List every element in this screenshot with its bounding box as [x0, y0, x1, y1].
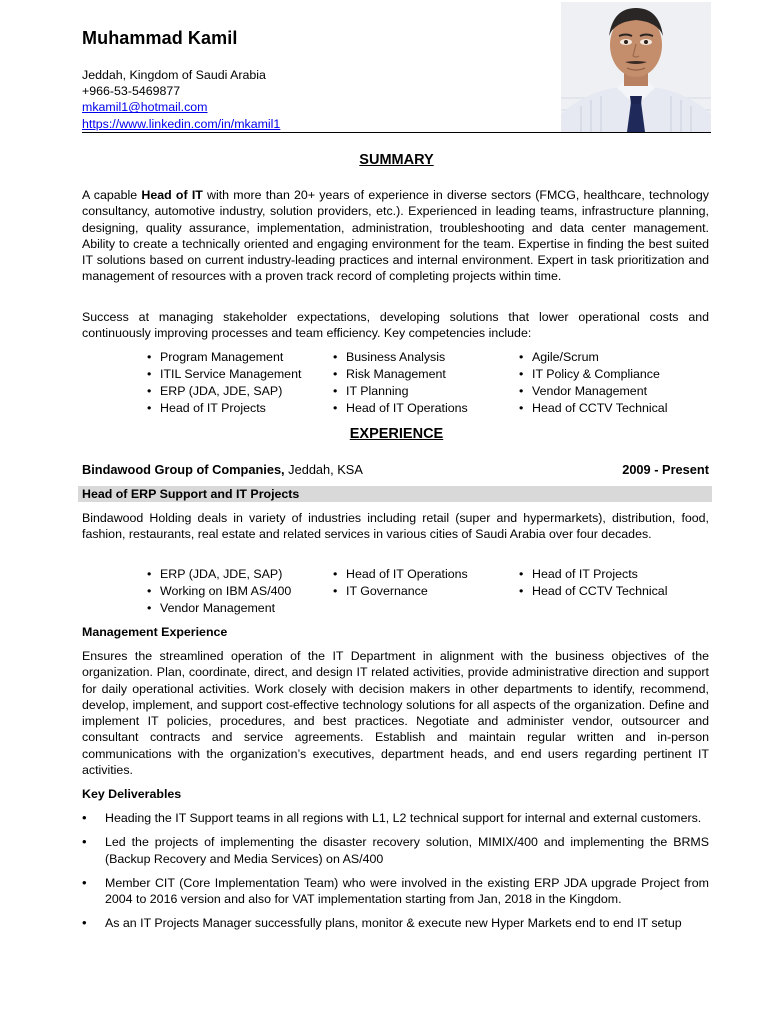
management-experience-paragraph: Ensures the streamlined operation of the IT Department in alignment with the business objectives of the organization. Plan, coordinate, direct, and design IT related activities, provide administrative direction and support for daily operational activities. Work closely with decision makers in other departments to identify, recommend, develop, implement, and support cost-effective technology solutions for all aspects of the organization. Define and implement IT policies, procedures, and best practices. Negotiate and administer vendor, outsourcer and consultant contracts and service agreements. Establish and maintain regular written and in-person communications with the organization’s executives, department heads, and end users regarding pertinent IT activities.: [82, 649, 709, 778]
list-item: • ERP (JDA, JDE, SAP): [146, 383, 301, 400]
competencies-column-3: [518, 349, 667, 417]
summary-bold-title: Head of IT: [141, 188, 203, 202]
list-item: • ERP (JDA, JDE, SAP): [146, 566, 291, 583]
list-item: • Vendor Management: [518, 383, 667, 400]
list-item: • Head of IT Projects: [518, 566, 667, 583]
summary-body-text: with more than 20+ years of experience in diverse sectors (FMCG, healthcare, technology consultancy, automotive industry, solution providers, etc.). Experienced in leading teams, infrastructure planning, designing, quality assurance, implementation, administration, troubleshooting and data center management. Ability to create a technically oriented and engaging environment for the team. Expertise in finding the best suited IT solutions based on current industry-leading practices and internal environment. Expert in task prioritization and management of resources with a proven track record of completing projects within time.: [82, 188, 709, 284]
header-divider: [82, 132, 711, 133]
list-item: • ITIL Service Management: [146, 366, 301, 383]
list-item: • As an IT Projects Manager successfully plans, monitor & execute new Hyper Markets end to end IT setup: [82, 915, 709, 931]
role-title: Head of ERP Support and IT Projects: [82, 487, 300, 501]
summary-lead-text: A capable: [82, 188, 142, 202]
management-experience-heading: Management Experience: [82, 625, 228, 639]
list-item: • Working on IBM AS/400: [146, 583, 291, 600]
list-item: • Member CIT (Core Implementation Team) who were involved in the existing ERP JDA upgrade Project from 2004 to 2016 version and also for VAT implementation starting from Jan, 2018 in the Kingdom.: [82, 875, 709, 908]
location-text: Jeddah, Kingdom of Saudi Arabia: [82, 68, 266, 82]
job-header: [82, 462, 709, 477]
summary-heading: SUMMARY: [359, 152, 434, 168]
company-location: Jeddah, KSA: [284, 462, 363, 477]
key-deliverables-list: [82, 810, 709, 940]
experience-heading: EXPERIENCE: [349, 426, 444, 442]
list-item: • Agile/Scrum: [518, 349, 667, 366]
skills-column-1: [146, 566, 291, 617]
list-item: • IT Planning: [332, 383, 468, 400]
candidate-name: Muhammad Kamil: [82, 28, 238, 48]
list-item: • Risk Management: [332, 366, 468, 383]
list-item: • Head of CCTV Technical: [518, 583, 667, 600]
list-item: • Program Management: [146, 349, 301, 366]
profile-photo: [561, 2, 711, 132]
competencies-column-1: [146, 349, 301, 417]
list-item: • IT Policy & Compliance: [518, 366, 667, 383]
list-item: • Vendor Management: [146, 600, 291, 617]
email-link[interactable]: mkamil1@hotmail.com: [82, 100, 208, 115]
competencies-column-2: [332, 349, 468, 417]
list-item: • IT Governance: [332, 583, 468, 600]
company-name: Bindawood Group of Companies,: [82, 462, 285, 477]
summary-paragraph-1: [82, 187, 709, 285]
profile-photo-image: [561, 2, 711, 132]
key-deliverables-heading: Key Deliverables: [82, 787, 182, 801]
skills-column-2: [332, 566, 468, 600]
role-title-bar: [78, 486, 712, 502]
list-item: • Head of CCTV Technical: [518, 400, 667, 417]
phone-text: +966-53-5469877: [82, 84, 181, 99]
list-item: • Head of IT Operations: [332, 566, 468, 583]
list-item: • Led the projects of implementing the disaster recovery solution, MIMIX/400 and implementing the BRMS (Backup Recovery and Media Services) on AS/400: [82, 834, 709, 867]
list-item: • Heading the IT Support teams in all regions with L1, L2 technical support for internal and external customers.: [82, 810, 709, 826]
company-description: Bindawood Holding deals in variety of industries including retail (super and hypermarkets), distribution, food, fashion, restaurants, real estate and related services in various cities of Saudi Arabia over four decades.: [82, 511, 709, 542]
contact-block: [82, 67, 280, 132]
list-item: • Head of IT Operations: [332, 400, 468, 417]
linkedin-link[interactable]: https://www.linkedin.com/in/mkamil1: [82, 116, 281, 131]
skills-column-3: [518, 566, 667, 600]
job-dates: 2009 - Present: [622, 462, 709, 477]
list-item: • Head of IT Projects: [146, 400, 301, 417]
list-item: • Business Analysis: [332, 349, 468, 366]
summary-paragraph-2: Success at managing stakeholder expectations, developing solutions that lower operational costs and continuously improving processes and team efficiency. Key competencies include:: [82, 310, 709, 341]
